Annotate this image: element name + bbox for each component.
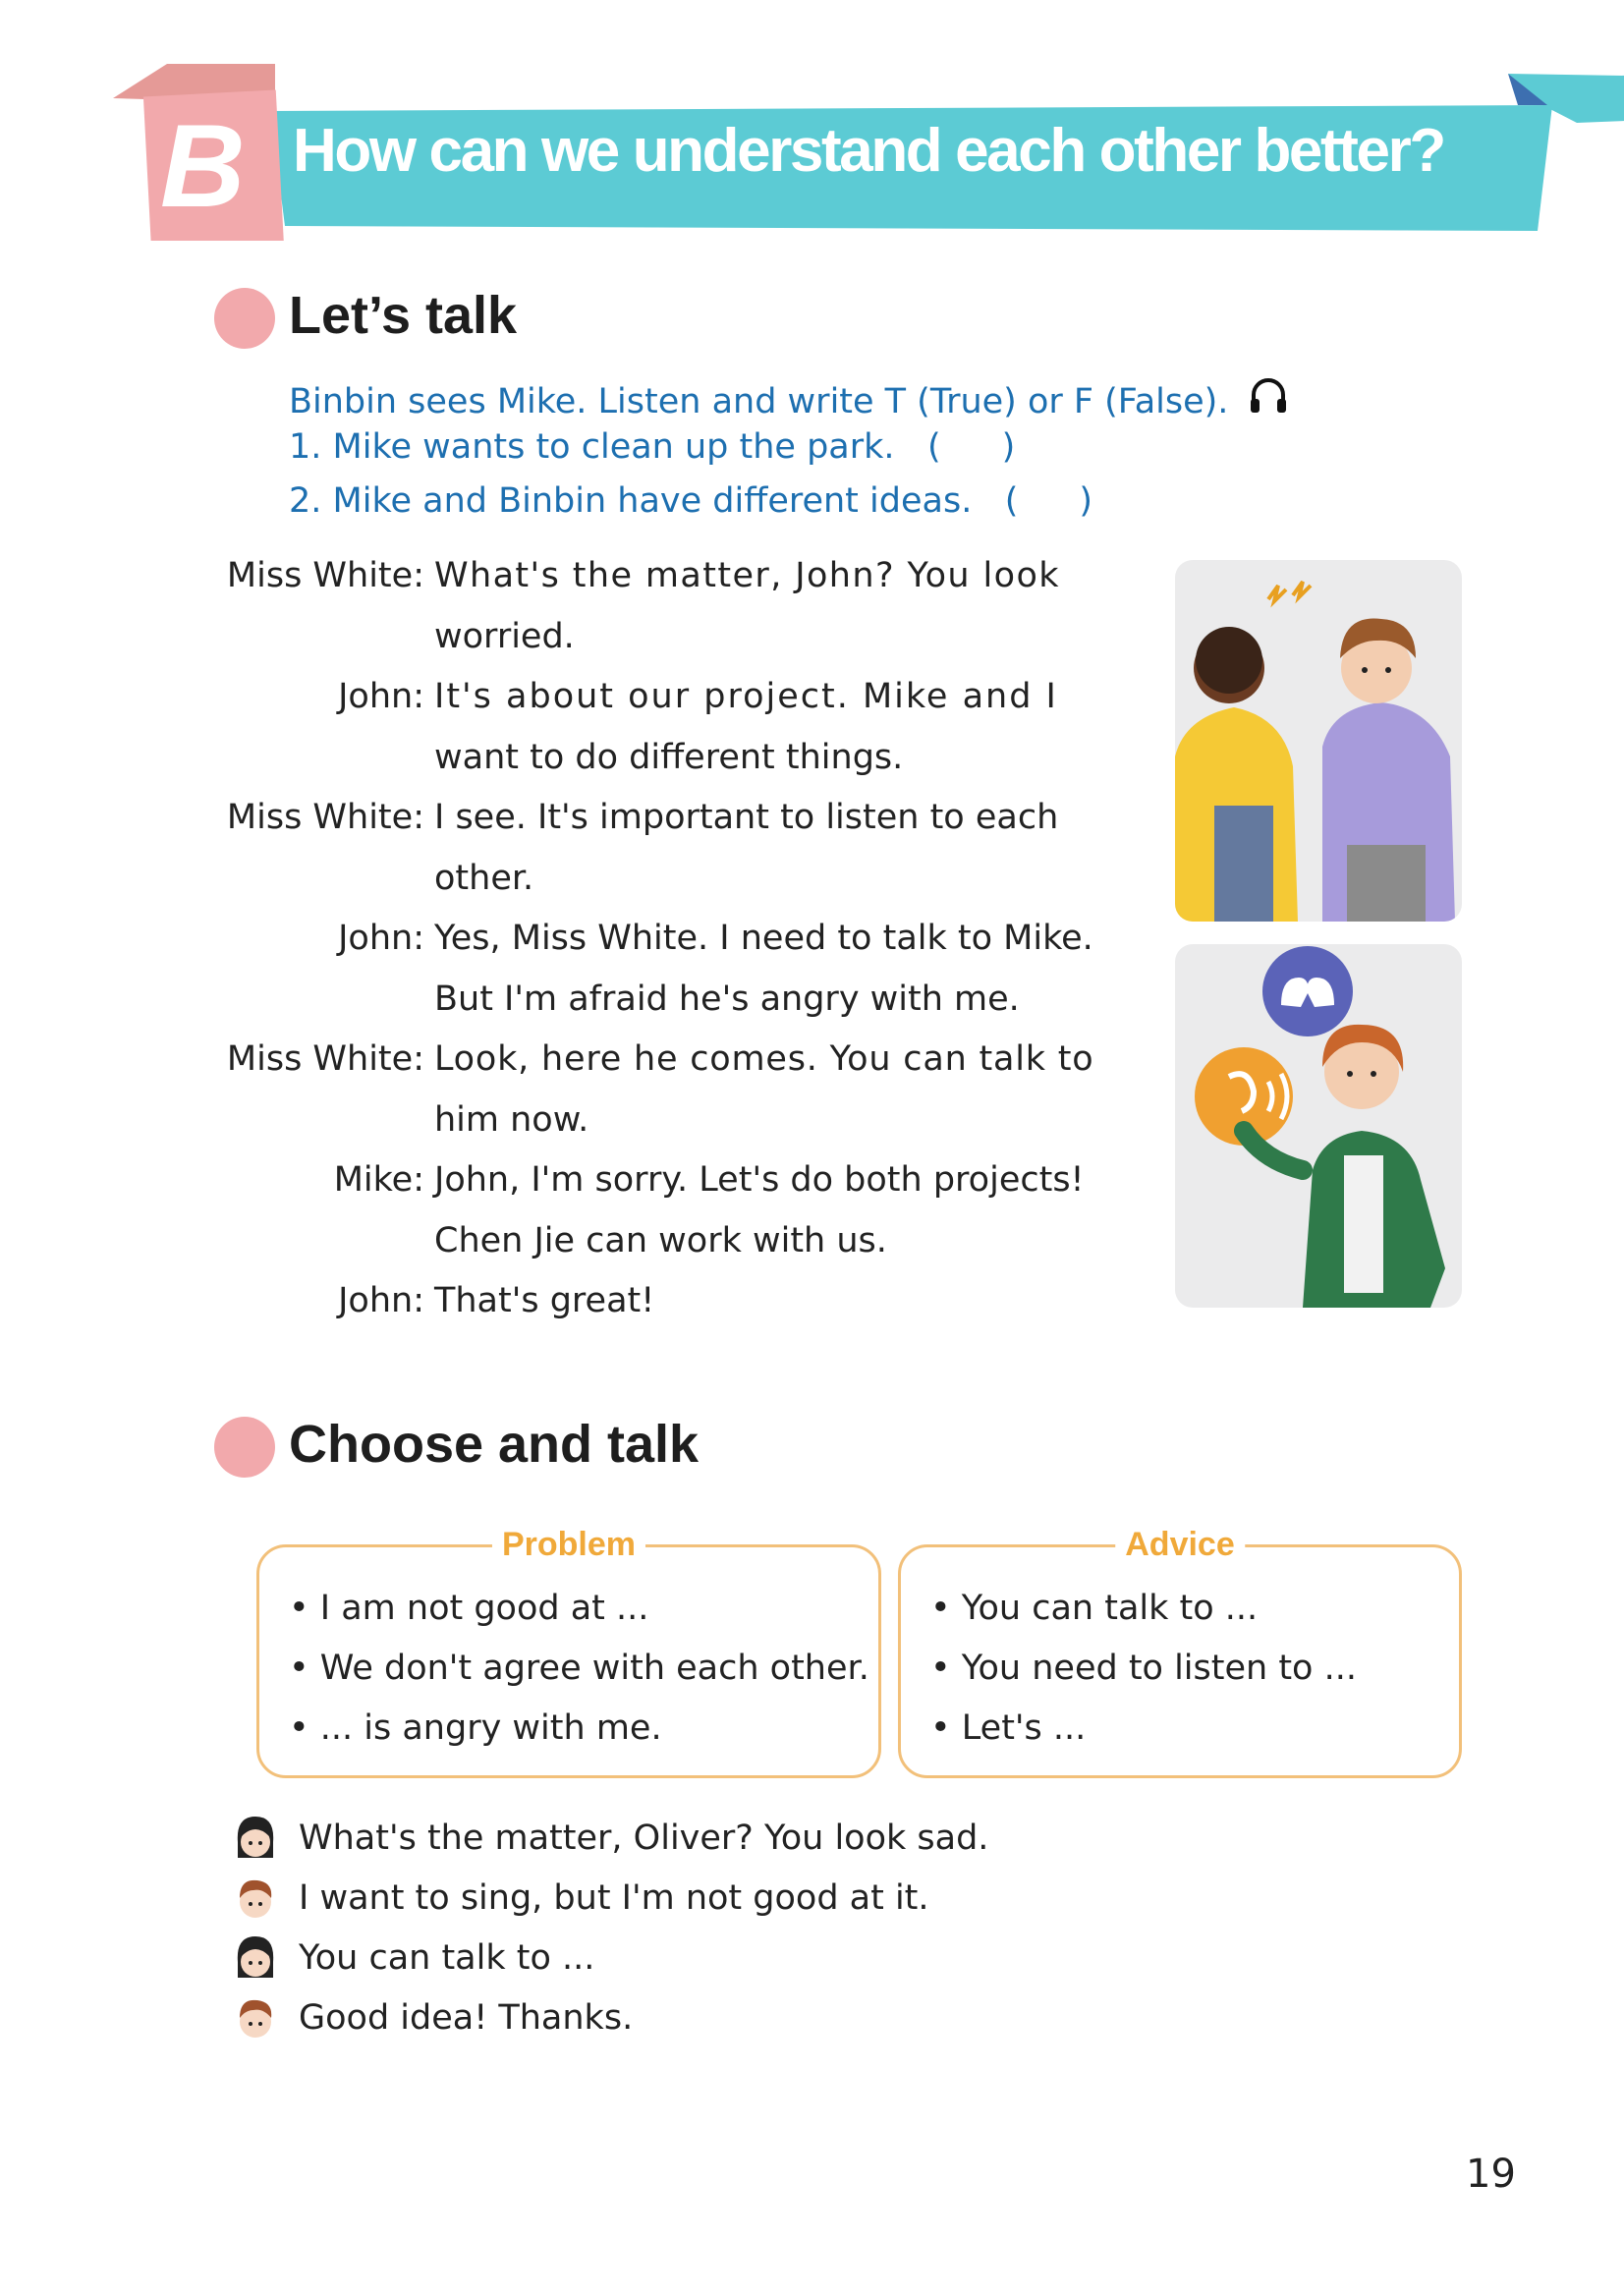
chat-text: What's the matter, Oliver? You look sad.: [299, 1819, 989, 1858]
listening-instruction: [289, 373, 1291, 421]
problem-box: [256, 1526, 881, 1778]
dialogue: [0, 546, 1100, 1332]
dialogue-line: want to do different things.: [434, 737, 904, 777]
girl-avatar-icon: [232, 1932, 279, 1986]
question-2: [289, 481, 1092, 521]
advice-item: • Let's ...: [930, 1708, 1087, 1748]
problem-item: • ... is angry with me.: [289, 1708, 662, 1748]
chat-text: You can talk to ...: [299, 1938, 595, 1978]
answer-blank-2[interactable]: ( ): [1004, 481, 1093, 521]
dialogue-line: worried.: [434, 616, 575, 656]
advice-box: [898, 1526, 1462, 1778]
dialogue-line: John: Yes, Miss White. I need to talk to Mike.: [338, 919, 1093, 958]
question-1-text: 1. Mike wants to clean up the park.: [289, 427, 895, 467]
boys-arguing-image: [1175, 560, 1462, 922]
dialogue-line: him now.: [434, 1099, 589, 1140]
dialogue-line: John: It's about our project. Mike and I: [338, 677, 1058, 716]
illustration-teacher: [1175, 944, 1462, 1308]
dialogue-line: Mike: John, I'm sorry. Let's do both projects!: [333, 1160, 1085, 1200]
advice-item: • You need to listen to ...: [930, 1649, 1357, 1688]
instruction-text: Binbin sees Mike. Listen and write T (True) or F (False).: [289, 382, 1229, 421]
dialogue-line: Miss White: I see. It's important to listen to each: [226, 798, 1059, 837]
banner-title: How can we understand each other better?: [293, 117, 1444, 185]
dialogue-line: John: That's great!: [338, 1281, 655, 1320]
dialogue-line: Miss White: Look, here he comes. You can talk to: [226, 1039, 1094, 1079]
choose-talk-dot: [214, 1417, 275, 1478]
dialogue-line: other.: [434, 858, 534, 898]
advice-item: • You can talk to ...: [930, 1589, 1259, 1628]
banner-letter: B: [160, 100, 246, 232]
answer-blank-1[interactable]: ( ): [926, 427, 1016, 467]
headphones-icon[interactable]: [1246, 373, 1291, 419]
dialogue-line: Miss White: What's the matter, John? You look: [226, 556, 1060, 595]
question-1: [289, 427, 1015, 467]
chat-text: I want to sing, but I'm not good at it.: [299, 1878, 929, 1918]
problem-item: • I am not good at ...: [289, 1589, 649, 1628]
dialogue-line: Chen Jie can work with us.: [434, 1220, 887, 1260]
page-number: 19: [1466, 2152, 1516, 2197]
lets-talk-dot: [214, 288, 275, 349]
illustration-boys-arguing: [1175, 560, 1462, 922]
problem-item: • We don't agree with each other.: [289, 1649, 869, 1688]
boy-avatar-icon: [232, 1992, 279, 2045]
question-2-text: 2. Mike and Binbin have different ideas.: [289, 481, 973, 521]
problem-label: Problem: [492, 1526, 645, 1564]
advice-label: Advice: [1115, 1526, 1245, 1564]
dialogue-line: But I'm afraid he's angry with me.: [434, 979, 1020, 1019]
chat-text: Good idea! Thanks.: [299, 1998, 634, 2038]
girl-avatar-icon: [232, 1813, 279, 1866]
teacher-image: [1175, 944, 1462, 1308]
lets-talk-heading: Let’s talk: [289, 286, 518, 345]
boy-avatar-icon: [232, 1873, 279, 1926]
choose-talk-heading: Choose and talk: [289, 1415, 700, 1474]
